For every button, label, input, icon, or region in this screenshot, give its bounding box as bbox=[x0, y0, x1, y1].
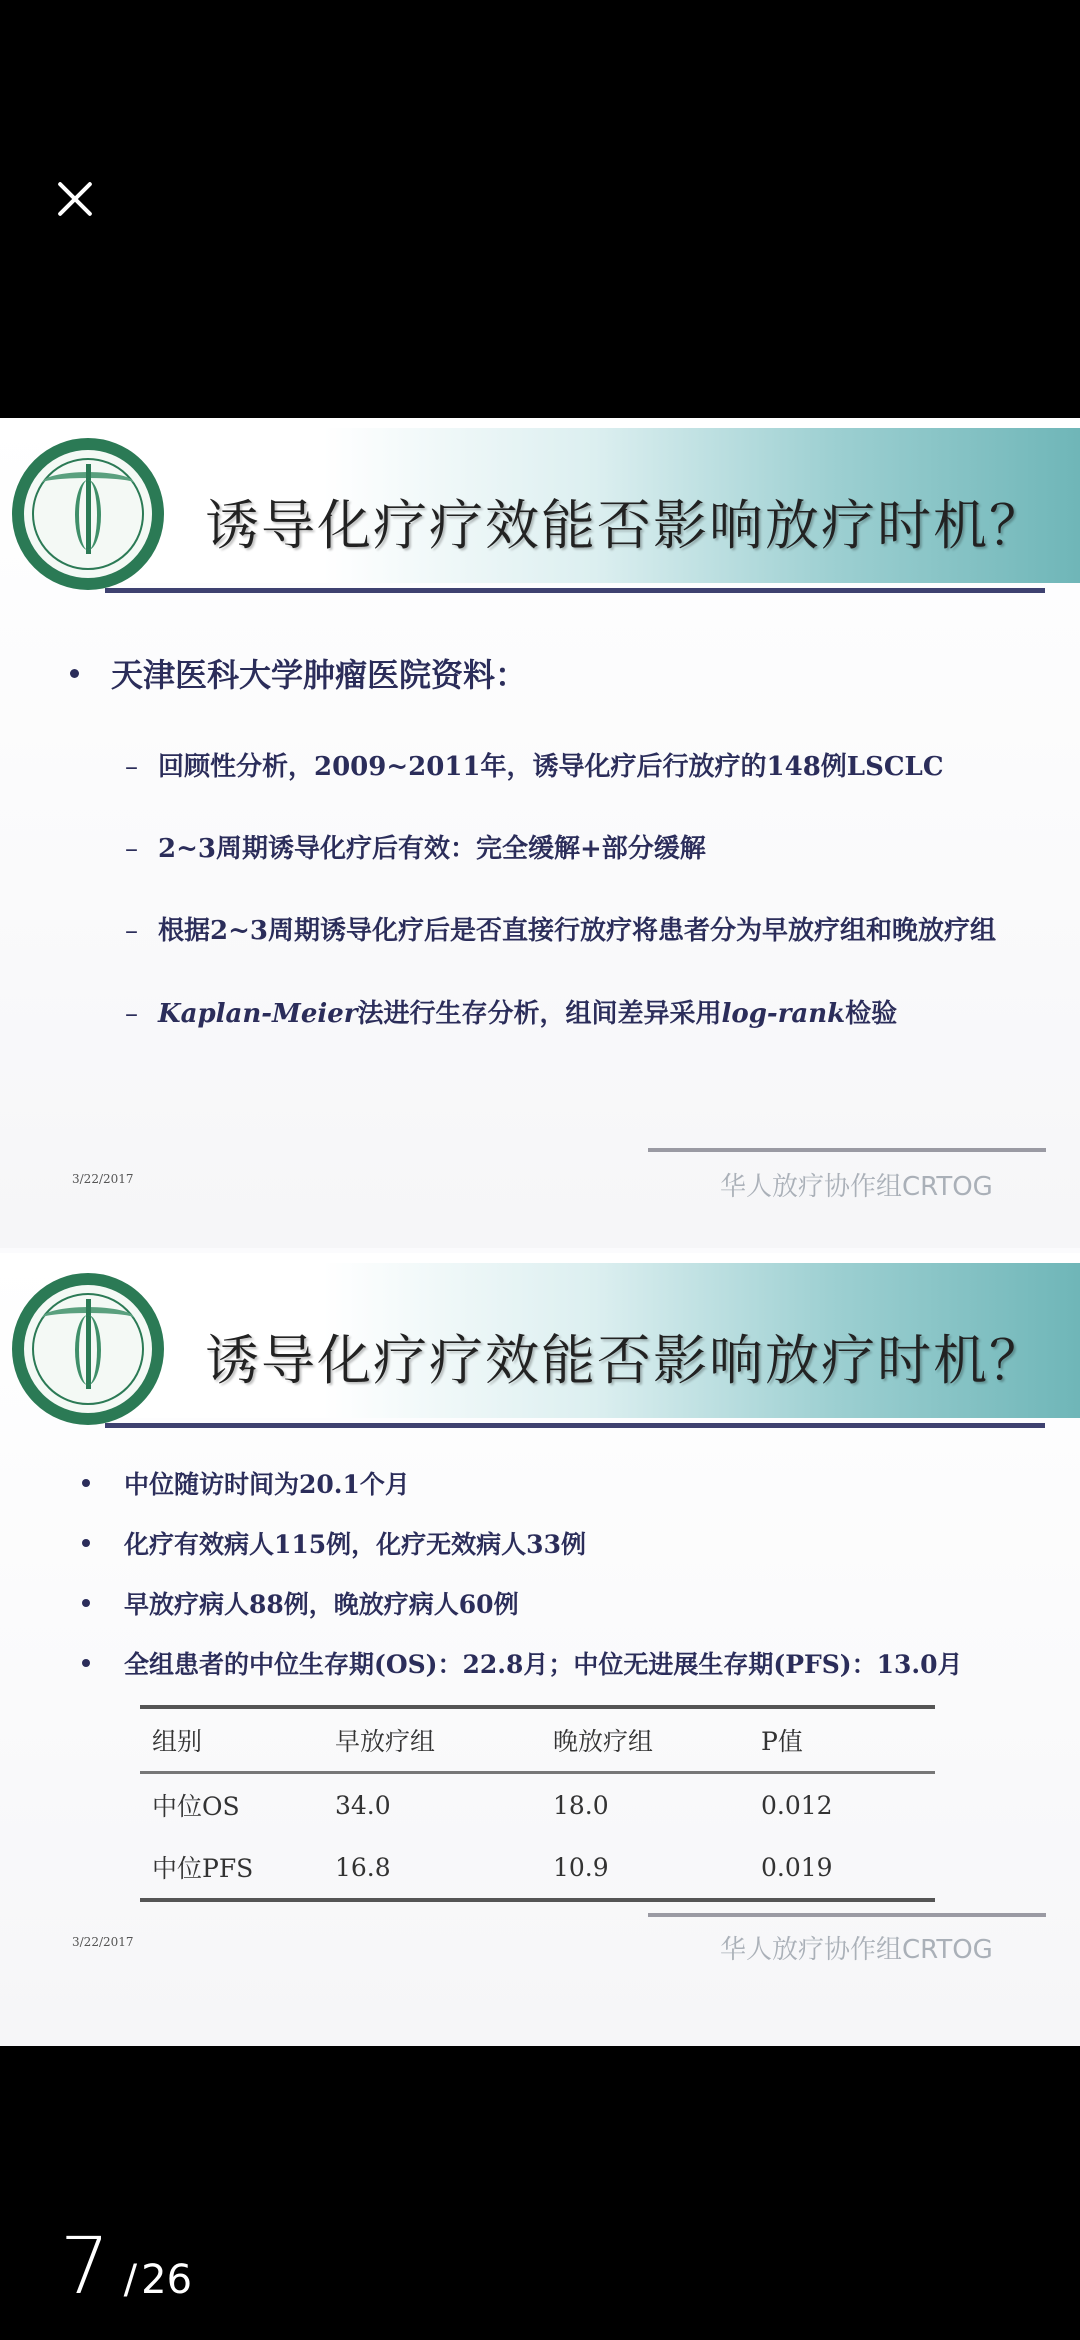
sub-bullet-item: – 2~3周期诱导化疗后有效：完全缓解+部分缓解 bbox=[125, 834, 706, 864]
close-icon[interactable] bbox=[50, 175, 100, 225]
page-separator: / bbox=[123, 2257, 138, 2303]
header-rule bbox=[105, 1423, 1045, 1428]
column-header: 早放疗组 bbox=[335, 1727, 436, 1756]
watermark: 华人放疗协作组CRTOG bbox=[720, 1935, 993, 1965]
footer-date: 3/22/2017 bbox=[72, 1935, 134, 1949]
slide-title: 诱导化疗疗效能否影响放疗时机？ bbox=[205, 1329, 1045, 1392]
table-cell: 0.012 bbox=[761, 1790, 833, 1820]
slide-header bbox=[0, 428, 1080, 593]
table-row bbox=[140, 1774, 935, 1836]
bullet-icon bbox=[82, 1539, 90, 1547]
bullet-item bbox=[82, 1585, 519, 1621]
bullet-text: 天津医科大学肿瘤医院资料： bbox=[111, 656, 528, 694]
slide-header bbox=[0, 1263, 1080, 1428]
bullet-icon bbox=[70, 669, 79, 678]
table-cell: 34.0 bbox=[335, 1790, 391, 1820]
sub-bullet-item: – 回顾性分析，2009~2011年，诱导化疗后行放疗的148例LSCLC bbox=[125, 752, 944, 782]
column-header: 组别 bbox=[152, 1727, 203, 1756]
bullet-icon bbox=[82, 1479, 90, 1487]
hospital-logo-icon bbox=[12, 438, 164, 590]
results-table bbox=[140, 1705, 935, 1902]
image-viewer[interactable] bbox=[0, 418, 1080, 2046]
hospital-logo-icon bbox=[12, 1273, 164, 1425]
sub-bullet-text: 根据2~3周期诱导化疗后是否直接行放疗将患者分为早放疗组和晚放疗组 bbox=[158, 916, 996, 946]
bullet-icon bbox=[82, 1599, 90, 1607]
bullet-icon bbox=[82, 1659, 90, 1667]
footer-date: 3/22/2017 bbox=[72, 1172, 134, 1186]
table-cell: 中位PFS bbox=[152, 1854, 254, 1883]
bullet-item bbox=[82, 1525, 586, 1561]
table-cell: 16.8 bbox=[335, 1852, 391, 1882]
page-counter bbox=[60, 2222, 192, 2312]
sub-bullet-text: 2~3周期诱导化疗后有效：完全缓解+部分缓解 bbox=[158, 834, 706, 864]
footer-rule bbox=[648, 1913, 1046, 1917]
bullet-item bbox=[82, 1645, 963, 1681]
table-cell: 18.0 bbox=[553, 1790, 609, 1820]
table-cell: 中位OS bbox=[152, 1792, 240, 1821]
sub-bullet-item: – Kaplan-Meier法进行生存分析，组间差异采用log-rank检验 bbox=[125, 999, 898, 1029]
table-row bbox=[140, 1836, 935, 1898]
column-header: 晚放疗组 bbox=[553, 1727, 654, 1756]
total-pages: 26 bbox=[141, 2257, 193, 2303]
slide-title: 诱导化疗疗效能否影响放疗时机？ bbox=[205, 494, 1045, 557]
bullet-item bbox=[70, 650, 527, 696]
table-header-row bbox=[140, 1709, 935, 1771]
footer-rule bbox=[648, 1148, 1046, 1152]
column-header: P值 bbox=[761, 1727, 803, 1756]
bullet-text: 全组患者的中位生存期(OS)：22.8月；中位无进展生存期(PFS)：13.0月 bbox=[124, 1650, 963, 1679]
bullet-item bbox=[82, 1465, 410, 1501]
bullet-text: 早放疗病人88例，晚放疗病人60例 bbox=[124, 1590, 519, 1619]
slide-1 bbox=[0, 418, 1080, 1248]
sub-bullet-item: – 根据2~3周期诱导化疗后是否直接行放疗将患者分为早放疗组和晚放疗组 bbox=[125, 916, 996, 946]
bullet-text: 化疗有效病人115例，化疗无效病人33例 bbox=[124, 1530, 586, 1559]
bullet-text: 中位随访时间为20.1个月 bbox=[124, 1470, 410, 1499]
current-page: 7 bbox=[60, 2222, 110, 2312]
slide-2 bbox=[0, 1253, 1080, 2046]
table-cell: 0.019 bbox=[761, 1852, 833, 1882]
sub-bullet-text: 回顾性分析，2009~2011年，诱导化疗后行放疗的148例LSCLC bbox=[158, 752, 944, 782]
table-cell: 10.9 bbox=[553, 1852, 609, 1882]
header-rule bbox=[105, 588, 1045, 593]
watermark: 华人放疗协作组CRTOG bbox=[720, 1172, 993, 1202]
